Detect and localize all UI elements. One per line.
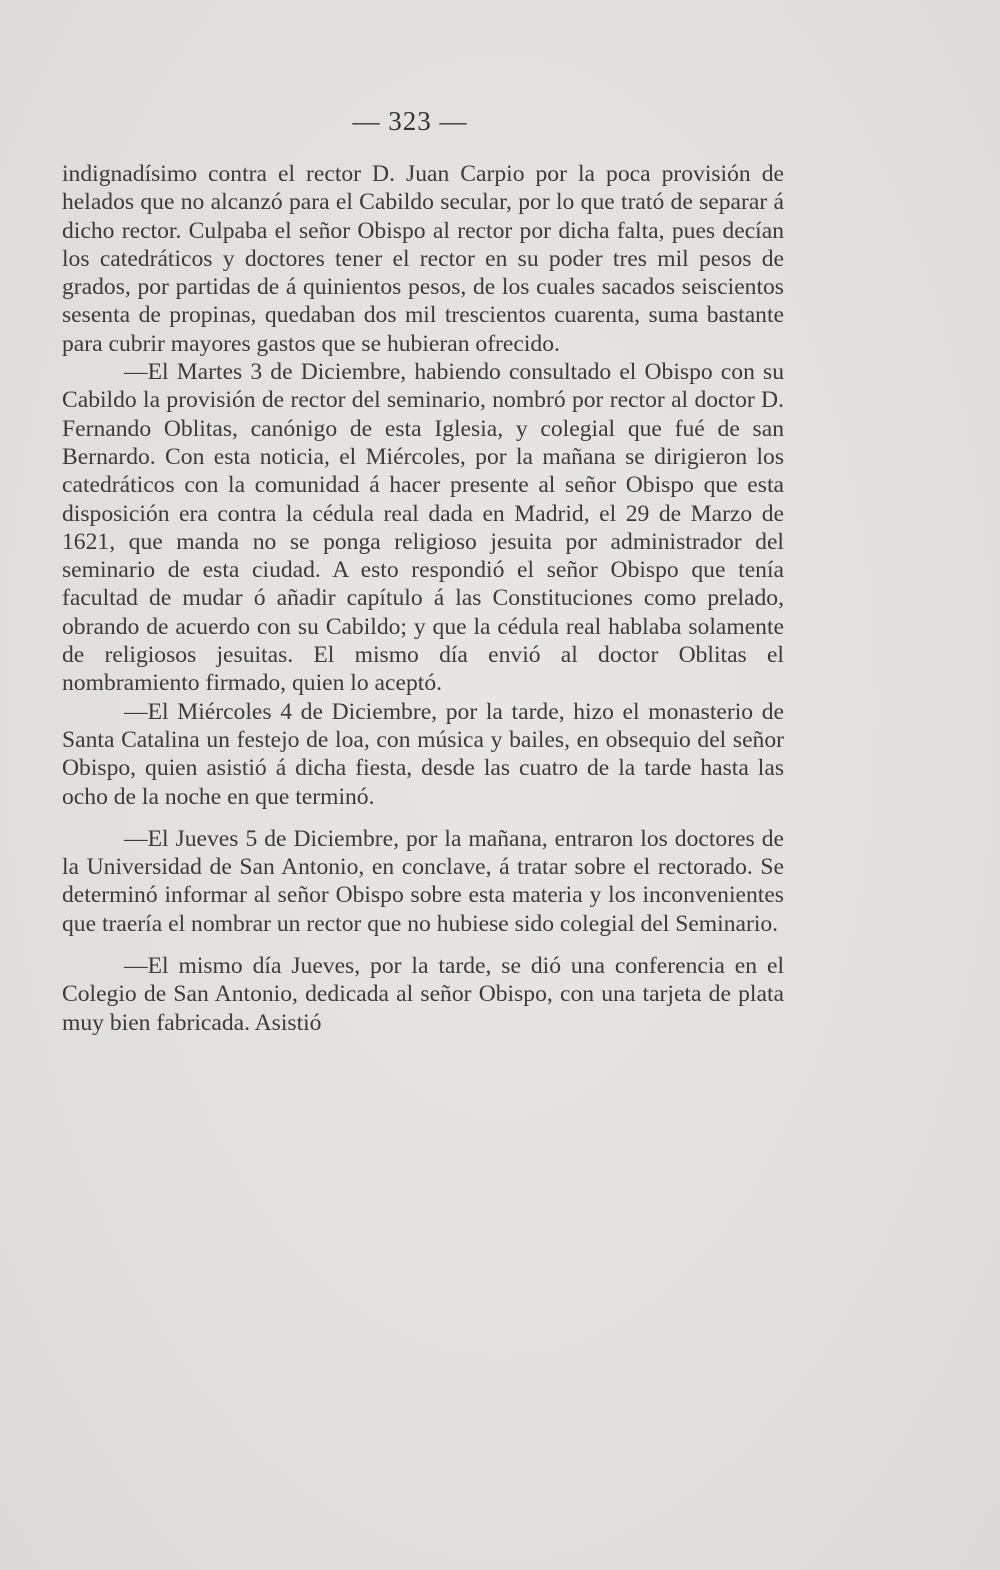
body-text (62, 160, 784, 1037)
page-number: — 323 — (352, 106, 468, 136)
paragraph-2: —El Martes 3 de Diciembre, habiendo consultado el Obispo con su Cabildo la provisión de rector del seminario, nombró por rector al doctor D. Fernando Oblitas, canónigo de esta Iglesia, y colegial que fué de san Bernardo. Con esta noticia, el Miércoles, por la mañana se dirigieron los catedráticos con la comunidad á hacer presente al señor Obispo que esta disposición era contra la cédula real dada en Madrid, el 29 de Marzo de 1621, que manda no se ponga religioso jesuita por administrador del seminario de esta ciudad. A esto respondió el señor Obispo que tenía facultad de mudar ó añadir capítulo á las Constituciones como prelado, obrando de acuerdo con su Cabildo; y que la cédula real hablaba solamente de religiosos jesuitas. El mismo día envió al doctor Oblitas el nombramiento firmado, quien lo aceptó. (62, 359, 784, 697)
paragraph-4: —El Jueves 5 de Diciembre, por la mañana, entraron los doctores de la Universidad de San Antonio, en conclave, á tratar sobre el rectorado. Se determinó informar al señor Obispo sobre esta materia y los inconvenientes que traería el nombrar un rector que no hubiese sido colegial del Seminario. (62, 825, 784, 937)
paragraph-1: indignadísimo contra el rector D. Juan Carpio por la poca provisión de helados que no alcanzó para el Cabildo secular, por lo que trató de separar á dicho rector. Culpaba el señor Obispo al rector por dicha falta, pues decían los catedráticos y doctores tener el rector en su poder tres mil pesos de grados, por partidas de á quinientos pesos, de los cuales sacados seiscientos sesenta de propinas, quedaban dos mil trescientos cuarenta, suma bastante para cubrir mayores gastos que se hubieran ofrecido. (62, 161, 784, 357)
paragraph-3: —El Miércoles 4 de Diciembre, por la tarde, hizo el monasterio de Santa Catalina un festejo de loa, con música y bailes, en obsequio del señor Obispo, quien asistió á dicha fiesta, desde las cuatro de la tarde hasta las ocho de la noche en que terminó. (62, 698, 784, 810)
paragraph-5: —El mismo día Jueves, por la tarde, se dió una conferencia en el Colegio de San Antonio, dedicada al señor Obispo, con una tarjeta de plata muy bien fabricada. Asistió (62, 953, 784, 1036)
